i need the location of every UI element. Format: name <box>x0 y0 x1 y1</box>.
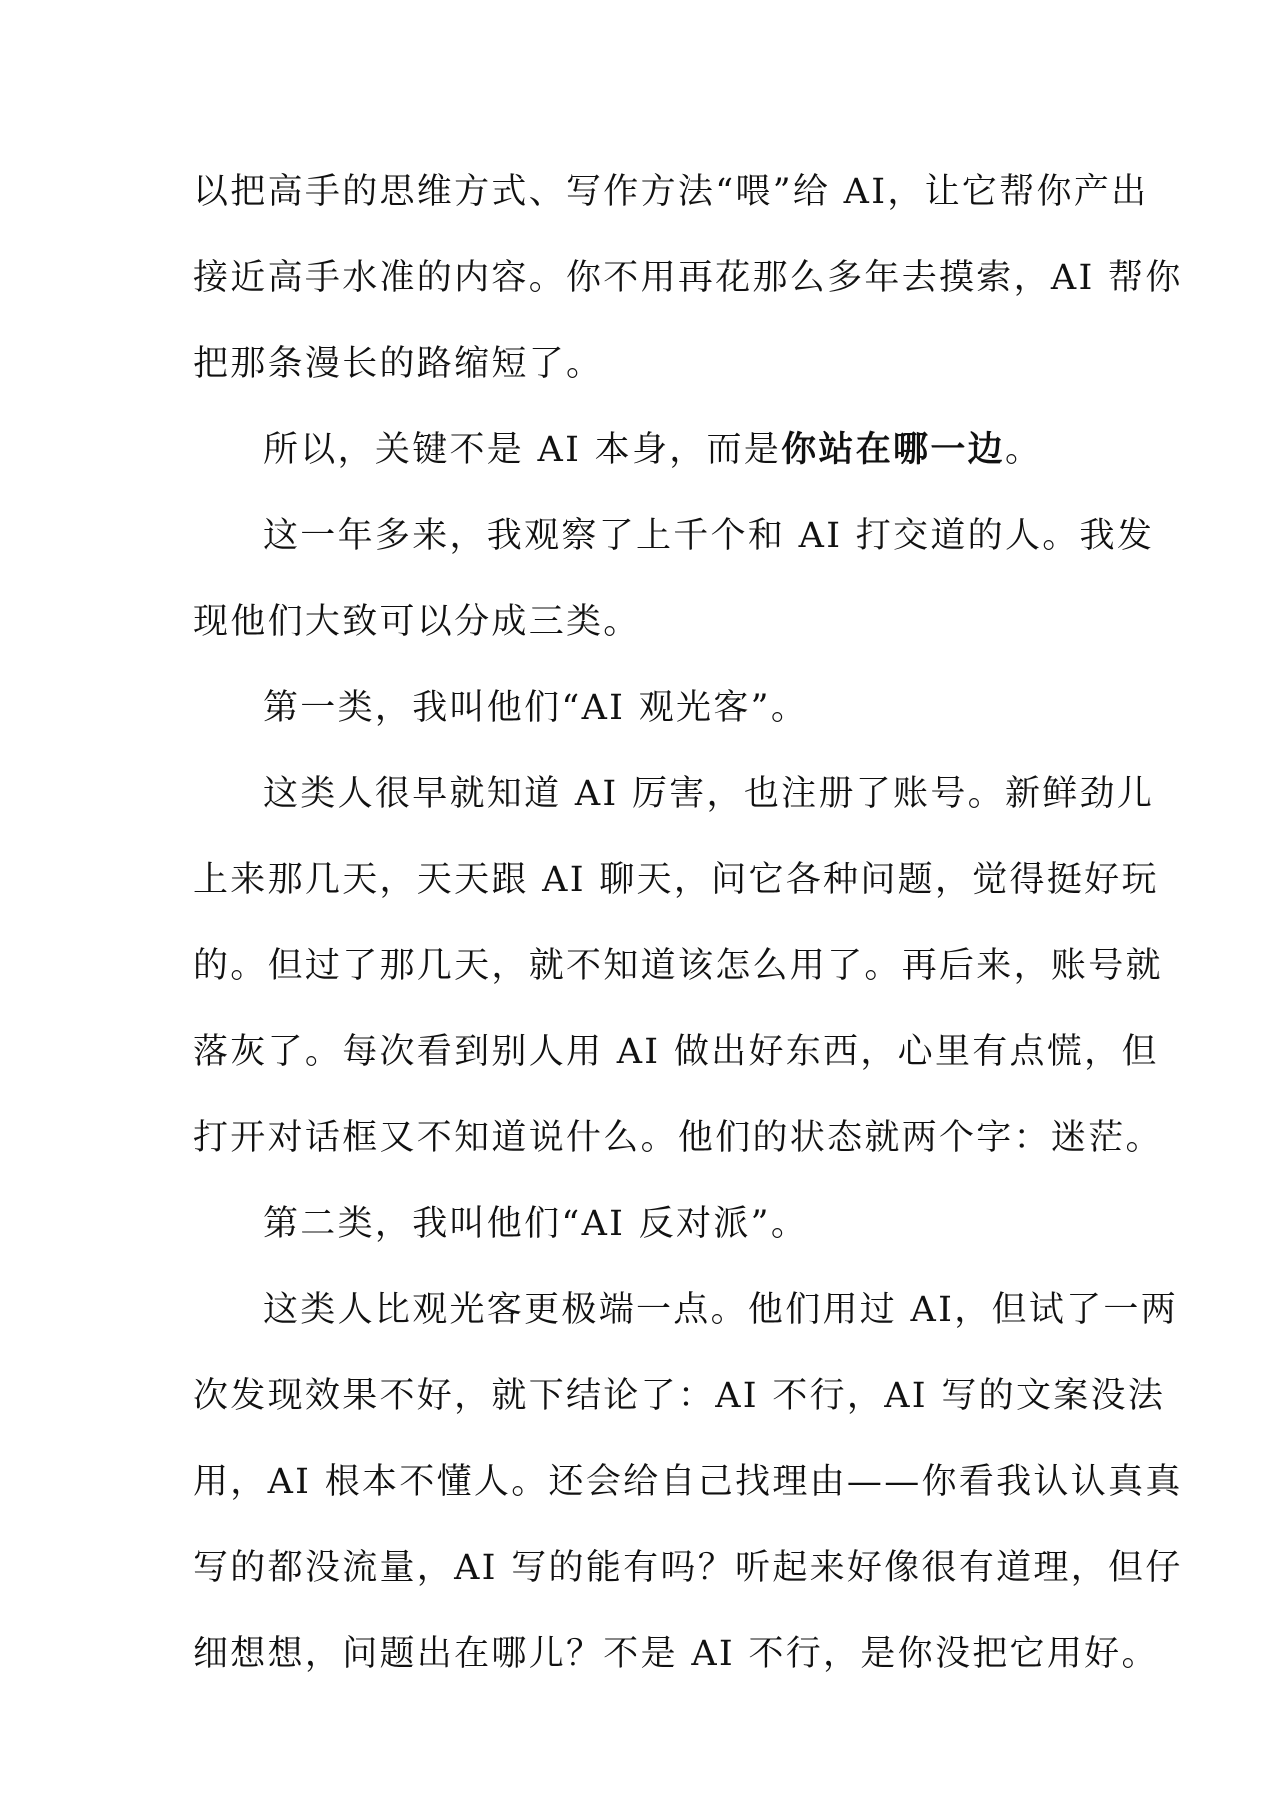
text-line: 这一年多来，我观察了上千个和 AI 打交道的人。我发 <box>263 516 1155 556</box>
text-line: 这类人很早就知道 AI 厉害，也注册了账号。新鲜劲儿 <box>263 774 1155 814</box>
text-span: 。 <box>1004 430 1043 470</box>
text-line: 落灰了。每次看到别人用 AI 做出好东西，心里有点慌，但 <box>193 1032 1159 1072</box>
text-line: 这类人比观光客更极端一点。他们用过 AI，但试了一两 <box>263 1290 1179 1330</box>
text-line <box>263 420 1042 480</box>
text-line: 打开对话框又不知道说什么。他们的状态就两个字：迷茫。 <box>193 1118 1163 1158</box>
text-line: 次发现效果不好，就下结论了：AI 不行，AI 写的文案没法 <box>193 1376 1166 1416</box>
text-line: 用，AI 根本不懂人。还会给自己找理由——你看我认认真真 <box>193 1462 1183 1502</box>
text-line: 接近高手水准的内容。你不用再花那么多年去摸索，AI 帮你 <box>193 258 1183 298</box>
text-line: 以把高手的思维方式、写作方法“喂”给 AI，让它帮你产出 <box>193 172 1149 212</box>
section-heading-line: 第二类，我叫他们“AI 反对派”。 <box>263 1204 809 1244</box>
text-line: 现他们大致可以分成三类。 <box>193 602 641 642</box>
text-line: 细想想，问题出在哪儿？不是 AI 不行，是你没把它用好。 <box>193 1634 1159 1674</box>
text-line: 的。但过了那几天，就不知道该怎么用了。再后来，账号就 <box>193 946 1163 986</box>
text-span: 所以，关键不是 AI 本身，而是 <box>263 430 782 470</box>
section-heading-line: 第一类，我叫他们“AI 观光客”。 <box>263 688 809 728</box>
text-line: 把那条漫长的路缩短了。 <box>193 344 604 384</box>
text-line: 写的都没流量，AI 写的能有吗？听起来好像很有道理，但仔 <box>193 1548 1183 1588</box>
emphasis-text: 你站在哪一边 <box>781 429 1005 470</box>
text-line: 上来那几天，天天跟 AI 聊天，问它各种问题，觉得挺好玩 <box>193 860 1159 900</box>
